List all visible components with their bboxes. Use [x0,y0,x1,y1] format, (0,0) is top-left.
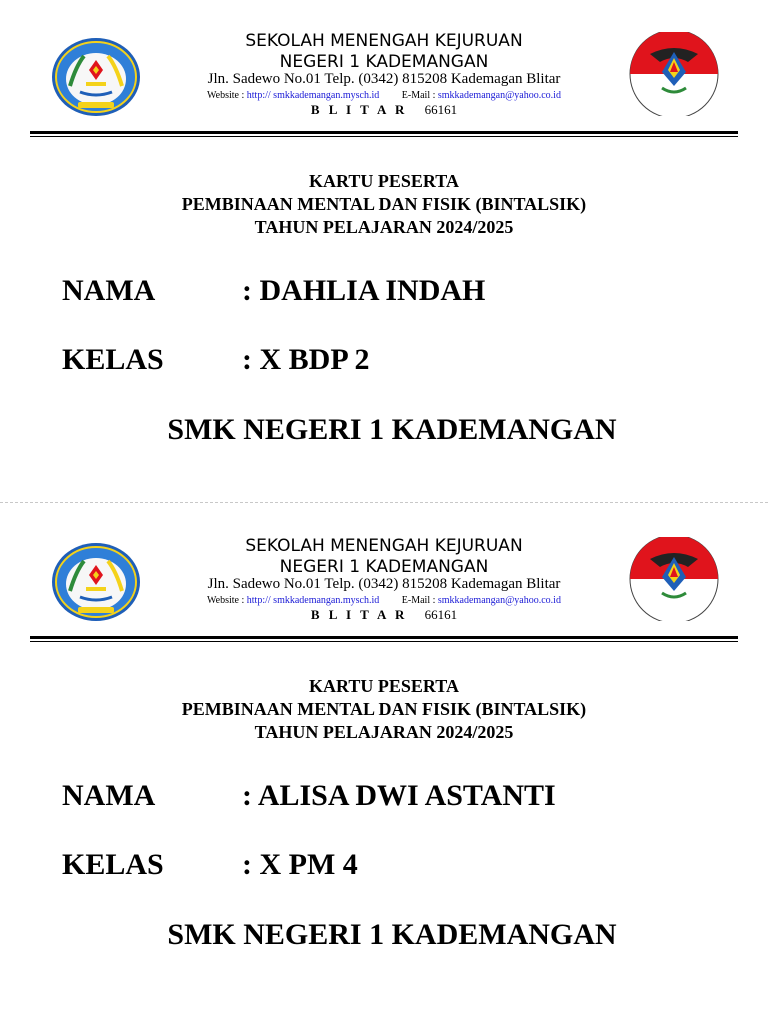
name-label: NAMA [62,274,156,307]
header-address: Jln. Sadewo No.01 Telp. (0342) 815208 Kademagan Blitar [207,576,561,592]
email-link[interactable]: smkkademangan@yahoo.co.id [437,595,561,606]
city-name: B L I T A R [310,607,408,622]
participant-card [0,0,768,505]
header-rule-thick [30,636,738,639]
header-rule-thin [30,641,738,642]
class-label: KELAS [62,848,164,881]
name-value: : ALISA DWI ASTANTI [242,779,556,812]
card-subtitle: PEMBINAAN MENTAL DAN FISIK (BINTALSIK) [181,194,587,214]
email-label: E-Mail : [401,595,436,606]
cut-divider [0,502,768,503]
header-address: Jln. Sadewo No.01 Telp. (0342) 815208 Kademagan Blitar [207,71,561,87]
website-link[interactable]: http:// smkkademangan.mysch.id [246,595,380,606]
osis-emblem-logo [628,537,720,621]
header-rule-thick [30,131,738,134]
header-contact [150,594,618,607]
school-name-footer: SMK NEGERI 1 KADEMANGAN [167,413,617,446]
header-school-name: NEGERI 1 KADEMANGAN [279,52,489,72]
header-school-type: SEKOLAH MENENGAH KEJURUAN [245,31,523,51]
postal-code: 66161 [424,607,458,622]
header-city [150,102,618,118]
participant-card [0,505,768,1010]
header-school-type: SEKOLAH MENENGAH KEJURUAN [245,536,523,556]
header-contact [150,89,618,102]
header-school-name: NEGERI 1 KADEMANGAN [279,557,489,577]
class-value: : X BDP 2 [242,343,370,376]
email-link[interactable]: smkkademangan@yahoo.co.id [437,90,561,101]
card-title: KARTU PESERTA [309,676,459,696]
header-rule-thin [30,136,738,137]
card-academic-year: TAHUN PELAJARAN 2024/2025 [254,217,514,237]
osis-emblem-logo [628,32,720,116]
website-link[interactable]: http:// smkkademangan.mysch.id [246,90,380,101]
school-emblem-logo [50,541,142,623]
website-label: Website : [207,90,245,101]
school-name-footer: SMK NEGERI 1 KADEMANGAN [167,918,617,951]
email-label: E-Mail : [401,90,436,101]
card-title: KARTU PESERTA [309,171,459,191]
class-label: KELAS [62,343,164,376]
class-value: : X PM 4 [242,848,358,881]
card-subtitle: PEMBINAAN MENTAL DAN FISIK (BINTALSIK) [181,699,587,719]
header-city [150,607,618,623]
website-label: Website : [207,595,245,606]
city-name: B L I T A R [310,102,408,117]
postal-code: 66161 [424,102,458,117]
card-academic-year: TAHUN PELAJARAN 2024/2025 [254,722,514,742]
school-emblem-logo [50,36,142,118]
name-label: NAMA [62,779,156,812]
name-value: : DAHLIA INDAH [242,274,486,307]
